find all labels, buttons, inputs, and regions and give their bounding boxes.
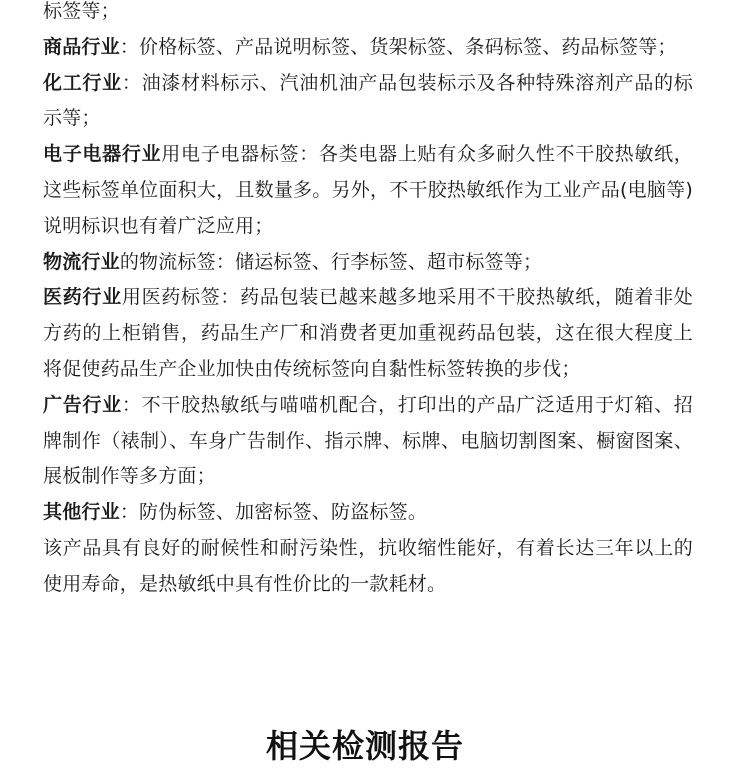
paragraph-text: 用电子电器标签：各类电器上贴有众多耐久性不干胶热敏纸，这些标签单位面积大，且数量多。另外，不干胶热敏纸作为工业产品(电脑等)说明标识也有着广泛应用； — [43, 143, 694, 237]
paragraph-chemical-industry — [43, 66, 693, 138]
paragraph-commodity-industry — [43, 30, 693, 66]
section-heading: 相关检测报告 — [265, 727, 464, 765]
paragraph-text: ：油漆材料标示、汽油机油产品包装标示及各种特殊溶剂产品的标示等； — [43, 71, 693, 130]
paragraph-advertising-industry — [43, 388, 693, 495]
paragraph-label: 化工行业 — [43, 71, 122, 94]
paragraph-text: 该产品具有良好的耐候性和耐污染性，抗收缩性能好，有着长达三年以上的使用寿命，是热敏纸中具有性价比的一款耗材。 — [43, 536, 693, 595]
paragraph-logistics-industry — [43, 245, 693, 281]
paragraph-label: 商品行业 — [43, 35, 120, 58]
paragraph-electronics-industry — [43, 137, 693, 244]
paragraph-label: 医药行业 — [43, 286, 122, 309]
paragraph-text: 用医药标签：药品包装已越来越多地采用不干胶热敏纸，随着非处方药的上柜销售，药品生产厂和消费者更加重视药品包装，这在很大程度上将促使药品生产企业加快由传统标签向自黏性标签转换的步伐； — [43, 286, 693, 380]
paragraph-medical-industry — [43, 280, 693, 387]
paragraph-label: 物流行业 — [43, 250, 120, 273]
paragraph-text: 的物流标签：储运标签、行李标签、超市标签等； — [119, 250, 543, 273]
article-body — [43, 0, 693, 603]
paragraph-text: ：价格标签、产品说明标签、货架标签、条码标签、药品标签等； — [119, 35, 677, 58]
paragraph-label: 其他行业 — [43, 501, 120, 524]
paragraph-other-industries — [43, 495, 693, 531]
paragraph-label: 电子电器行业 — [43, 143, 162, 166]
paragraph-text: ：不干胶热敏纸与喵喵机配合，打印出的产品广泛适用于灯箱、招牌制作（裱制）、车身广告制作、指示牌、标牌、电脑切割图案、橱窗图案、展板制作等多方面； — [43, 393, 693, 488]
paragraph-text: ：防伪标签、加密标签、防盗标签。 — [119, 501, 428, 524]
paragraph-text: 标签等； — [43, 0, 120, 22]
paragraph-continuation — [43, 0, 693, 30]
paragraph-product-summary — [43, 531, 693, 603]
paragraph-label: 广告行业 — [43, 393, 122, 416]
